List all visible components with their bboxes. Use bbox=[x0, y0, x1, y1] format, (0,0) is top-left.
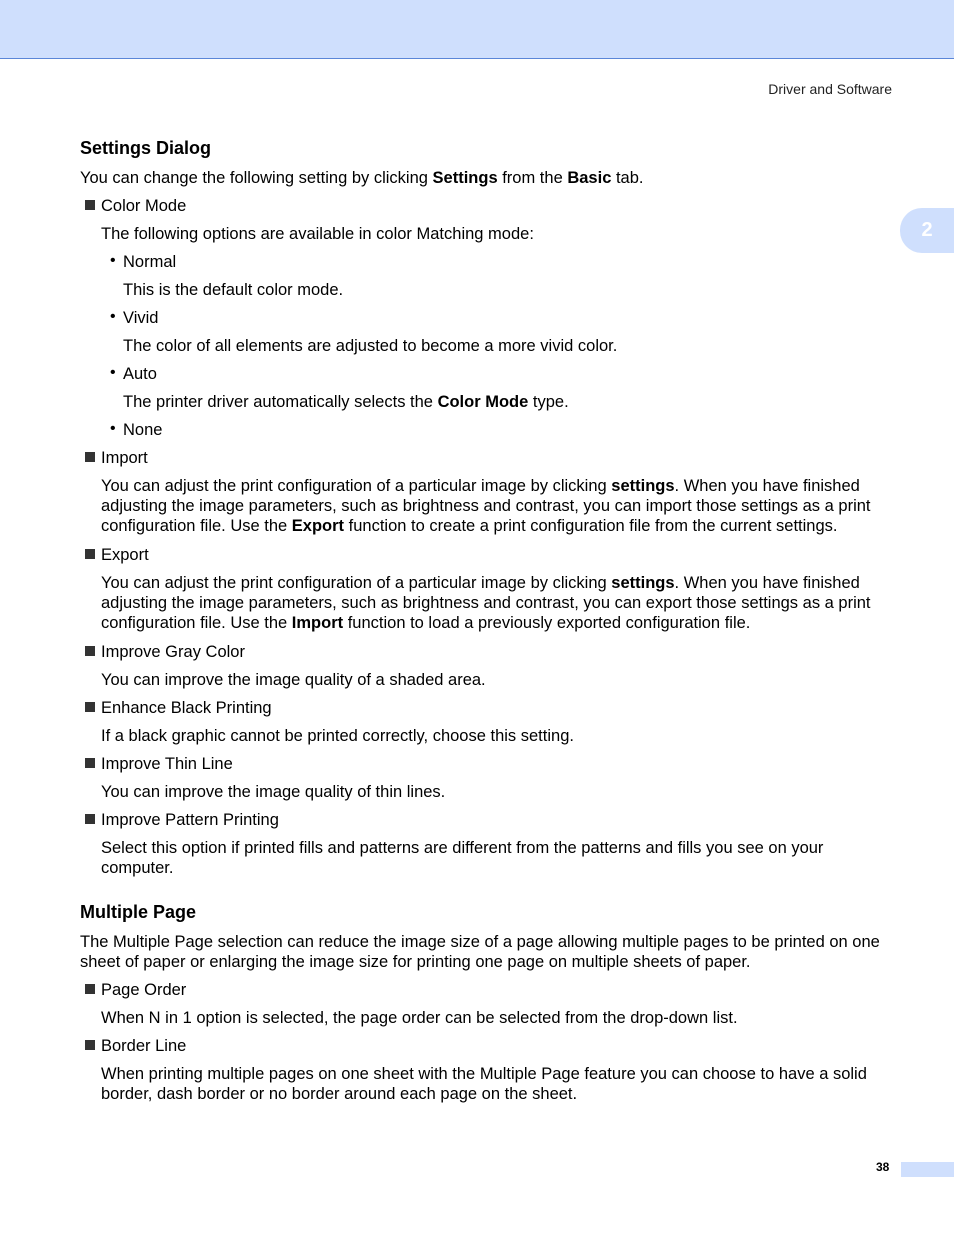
dot-bullet-icon: • bbox=[110, 308, 116, 325]
item-title-border-line: Border Line bbox=[101, 1037, 187, 1055]
auto-desc-text: type. bbox=[528, 393, 569, 411]
item-title-import: Import bbox=[101, 449, 148, 467]
option-normal-desc: This is the default color mode. bbox=[123, 281, 344, 299]
dot-bullet-icon: • bbox=[110, 252, 116, 269]
square-bullet-icon bbox=[85, 814, 95, 824]
section-heading-settings-dialog: Settings Dialog bbox=[80, 138, 212, 158]
item-desc-improve-thin: You can improve the image quality of thin lines. bbox=[101, 783, 446, 801]
item-desc-import bbox=[101, 476, 891, 536]
export-text: You can adjust the print configuration of a particular image by clicking bbox=[101, 574, 612, 592]
item-desc-enhance-black: If a black graphic cannot be printed correctly, choose this setting. bbox=[101, 727, 574, 745]
item-title-page-order: Page Order bbox=[101, 981, 187, 999]
running-header-title: Driver and Software bbox=[768, 81, 892, 97]
square-bullet-icon bbox=[85, 984, 95, 994]
page-number: 38 bbox=[876, 1160, 890, 1174]
square-bullet-icon bbox=[85, 646, 95, 656]
footer-bar bbox=[901, 1162, 954, 1177]
chapter-tab: 2 bbox=[900, 208, 954, 253]
item-desc-color-mode: The following options are available in color Matching mode: bbox=[101, 225, 534, 243]
intro-bold-basic: Basic bbox=[567, 169, 612, 187]
export-text: . When you have finished adjusting the image parameters, such as brightness and contrast, you can export those settings as a print configuration file. Use the bbox=[101, 574, 871, 632]
item-title-improve-gray: Improve Gray Color bbox=[101, 643, 245, 661]
multiple-page-intro: The Multiple Page selection can reduce the image size of a page allowing multiple pages to be printed on one sheet of paper or enlarging the image size for printing one page on multiple sheets of paper. bbox=[80, 933, 880, 971]
item-desc-border-line: When printing multiple pages on one sheet with the Multiple Page feature you can choose to have a solid border, dash border or no border around each page on the sheet. bbox=[101, 1065, 867, 1103]
square-bullet-icon bbox=[85, 200, 95, 210]
import-text: . When you have finished adjusting the image parameters, such as brightness and contrast, you can import those settings as a print configuration file. Use the bbox=[101, 477, 871, 535]
export-text: function to load a previously exported configuration file. bbox=[343, 614, 751, 632]
square-bullet-icon bbox=[85, 758, 95, 768]
option-auto: Auto bbox=[123, 365, 157, 383]
import-text: You can adjust the print configuration of a particular image by clicking bbox=[101, 477, 612, 495]
option-normal: Normal bbox=[123, 253, 177, 271]
item-desc-improve-pattern: Select this option if printed fills and patterns are different from the patterns and fills you see on your computer. bbox=[101, 839, 824, 877]
item-desc-page-order: When N in 1 option is selected, the page order can be selected from the drop-down list. bbox=[101, 1009, 738, 1027]
option-auto-desc bbox=[123, 392, 569, 412]
item-title-enhance-black: Enhance Black Printing bbox=[101, 699, 272, 717]
item-title-export: Export bbox=[101, 546, 149, 564]
square-bullet-icon bbox=[85, 549, 95, 559]
header-band bbox=[0, 0, 954, 59]
item-desc-export bbox=[101, 573, 891, 633]
dot-bullet-icon: • bbox=[110, 364, 116, 381]
intro-text: from the bbox=[497, 169, 568, 187]
square-bullet-icon bbox=[85, 452, 95, 462]
intro-text: tab. bbox=[611, 169, 644, 187]
settings-intro bbox=[80, 168, 643, 188]
item-title-color-mode: Color Mode bbox=[101, 197, 187, 215]
intro-text: You can change the following setting by clicking bbox=[80, 169, 433, 187]
section-heading-multiple-page: Multiple Page bbox=[80, 902, 197, 922]
import-bold-export: Export bbox=[291, 517, 345, 535]
export-bold-settings: settings bbox=[611, 574, 675, 592]
import-bold-settings: settings bbox=[611, 477, 675, 495]
square-bullet-icon bbox=[85, 1040, 95, 1050]
export-bold-import: Import bbox=[291, 614, 344, 632]
option-none: None bbox=[123, 421, 163, 439]
option-vivid: Vivid bbox=[123, 309, 159, 327]
auto-desc-bold: Color Mode bbox=[437, 393, 529, 411]
item-desc-improve-gray: You can improve the image quality of a shaded area. bbox=[101, 671, 486, 689]
option-vivid-desc: The color of all elements are adjusted to become a more vivid color. bbox=[123, 337, 618, 355]
item-title-improve-pattern: Improve Pattern Printing bbox=[101, 811, 279, 829]
intro-bold-settings: Settings bbox=[432, 169, 498, 187]
square-bullet-icon bbox=[85, 702, 95, 712]
item-title-improve-thin: Improve Thin Line bbox=[101, 755, 233, 773]
import-text: function to create a print configuration file from the current settings. bbox=[344, 517, 838, 535]
dot-bullet-icon: • bbox=[110, 420, 116, 437]
auto-desc-text: The printer driver automatically selects the bbox=[123, 393, 438, 411]
